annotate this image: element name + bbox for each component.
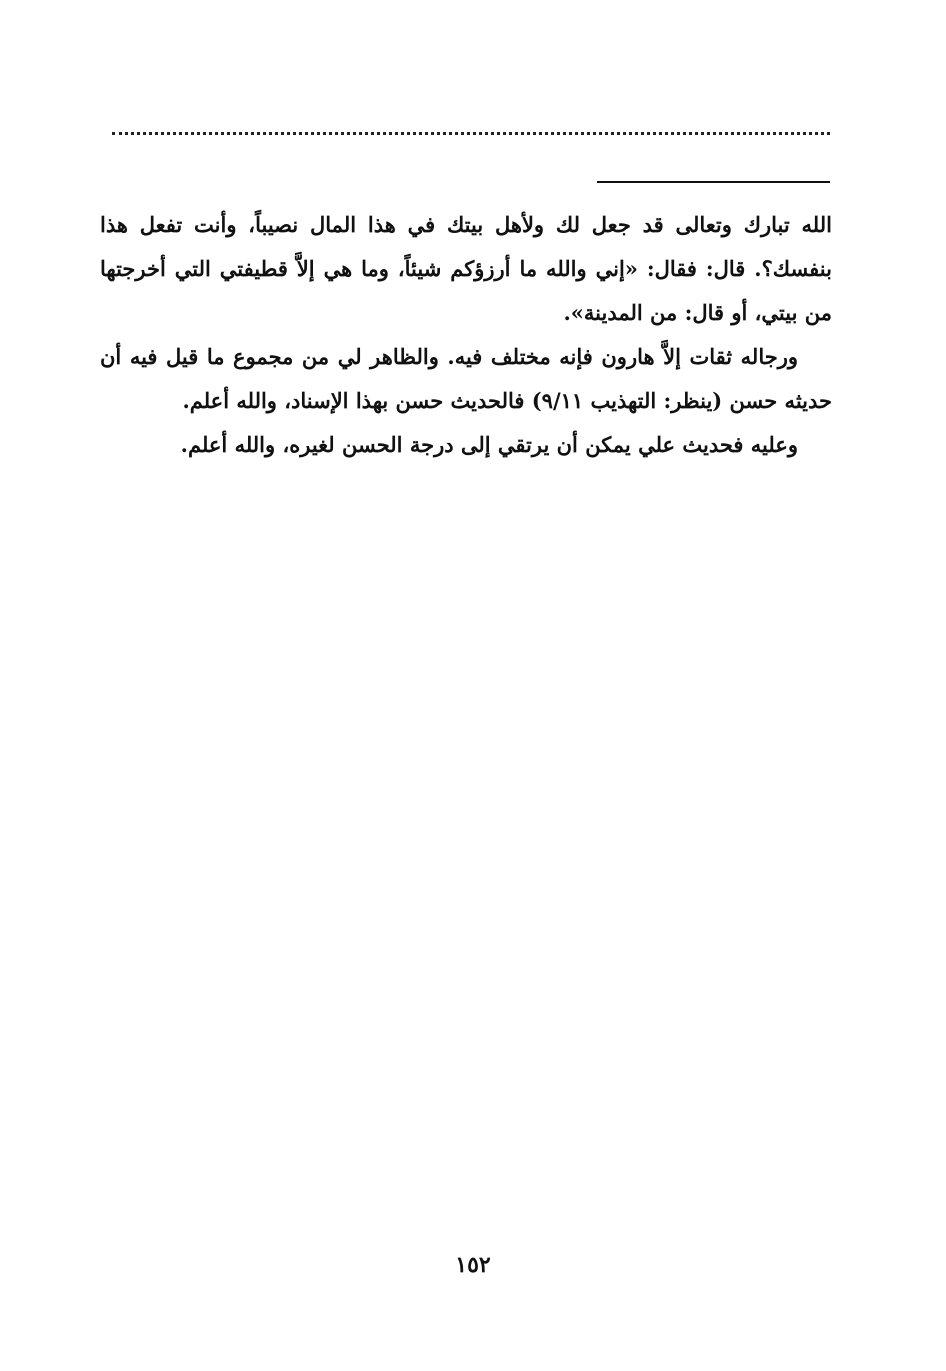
paragraph-3: وعليه فحديث علي يمكن أن يرتقي إلى درجة الحسن لغيره، والله أعلم.	[180, 432, 798, 457]
paragraph-2: ورجاله ثقات إلاَّ هارون فإنه مختلف فيه. والظاهر لي من مجموع ما قيل فيه أن حديثه حسن (ينظر: التهذيب ٩/١١) فالحديث حسن بهذا الإسناد، والله أعلم.	[100, 344, 832, 413]
paragraph-1: الله تبارك وتعالى قد جعل لك ولأهل بيتك في هذا المال نصيباً، وأنت تفعل هذا بنفسك؟. قال: فقال: «إني والله ما أرزؤكم شيئاً، وما هي إلاَّ قطيفتي التي أخرجتها من بيتي، أو قال: من المدينة».	[100, 212, 832, 325]
dotted-separator	[112, 132, 830, 135]
footnote-rule	[597, 181, 830, 183]
page-number: ١٥٢	[455, 1252, 491, 1278]
page-body	[100, 203, 832, 467]
